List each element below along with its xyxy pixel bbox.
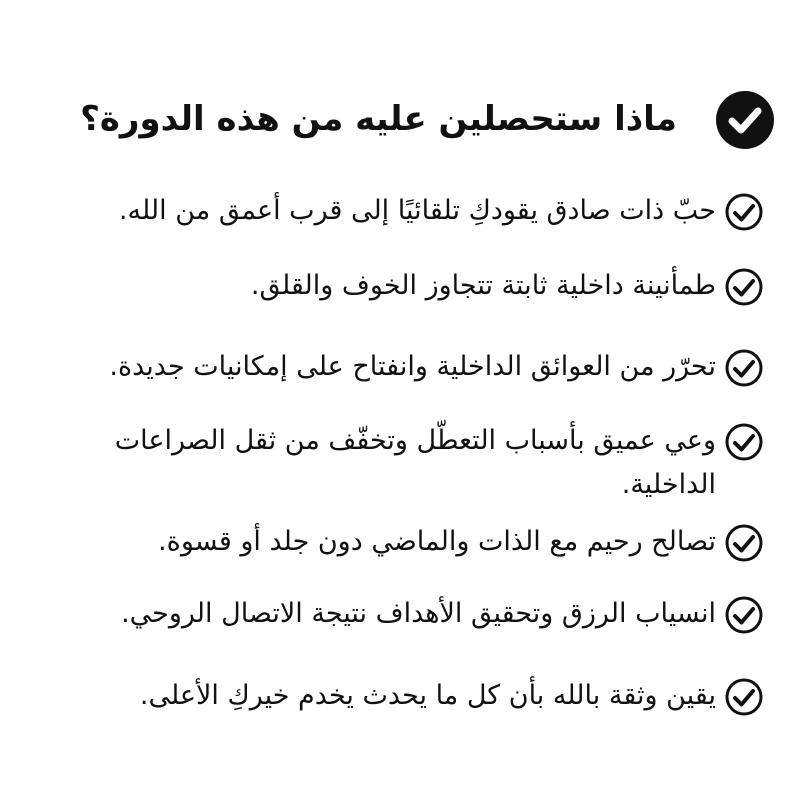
list-item (20, 422, 764, 507)
check-circle-outline-icon (724, 677, 764, 717)
list-item (20, 595, 764, 636)
list-item (20, 523, 764, 564)
check-circle-outline-icon (724, 422, 764, 462)
list-item-text: تصالح رحيم مع الذات والماضي دون جلد أو قسوة. (158, 526, 716, 557)
check-circle-icon (715, 90, 775, 150)
list-item (20, 192, 764, 233)
list-item (20, 348, 764, 389)
list-item-text: تحرّر من العوائق الداخلية وانفتاح على إمكانيات جديدة. (109, 351, 716, 382)
check-circle-outline-icon (724, 192, 764, 232)
list-item-text: وعي عميق بأسباب التعطّل وتخفّف من ثقل الصراعات الداخلية. (114, 425, 716, 500)
list-item-text: يقين وثقة بالله بأن كل ما يحدث يخدم خيركِ الأعلى. (139, 680, 716, 711)
list-item (20, 267, 764, 308)
check-circle-outline-icon (724, 348, 764, 388)
list-item-text: حبّ ذات صادق يقودكِ تلقائيًا إلى قرب أعمق من الله. (118, 195, 716, 226)
check-circle-outline-icon (724, 595, 764, 635)
list-item (20, 677, 764, 718)
check-circle-outline-icon (724, 267, 764, 307)
section-heading (30, 88, 775, 152)
list-item-text: انسياب الرزق وتحقيق الأهداف نتيجة الاتصال الروحي. (121, 598, 716, 629)
check-circle-outline-icon (724, 523, 764, 563)
list-item-text: طمأنينة داخلية ثابتة تتجاوز الخوف والقلق. (250, 270, 716, 301)
page-title: ماذا ستحصلين عليه من هذه الدورة؟ (80, 99, 677, 140)
